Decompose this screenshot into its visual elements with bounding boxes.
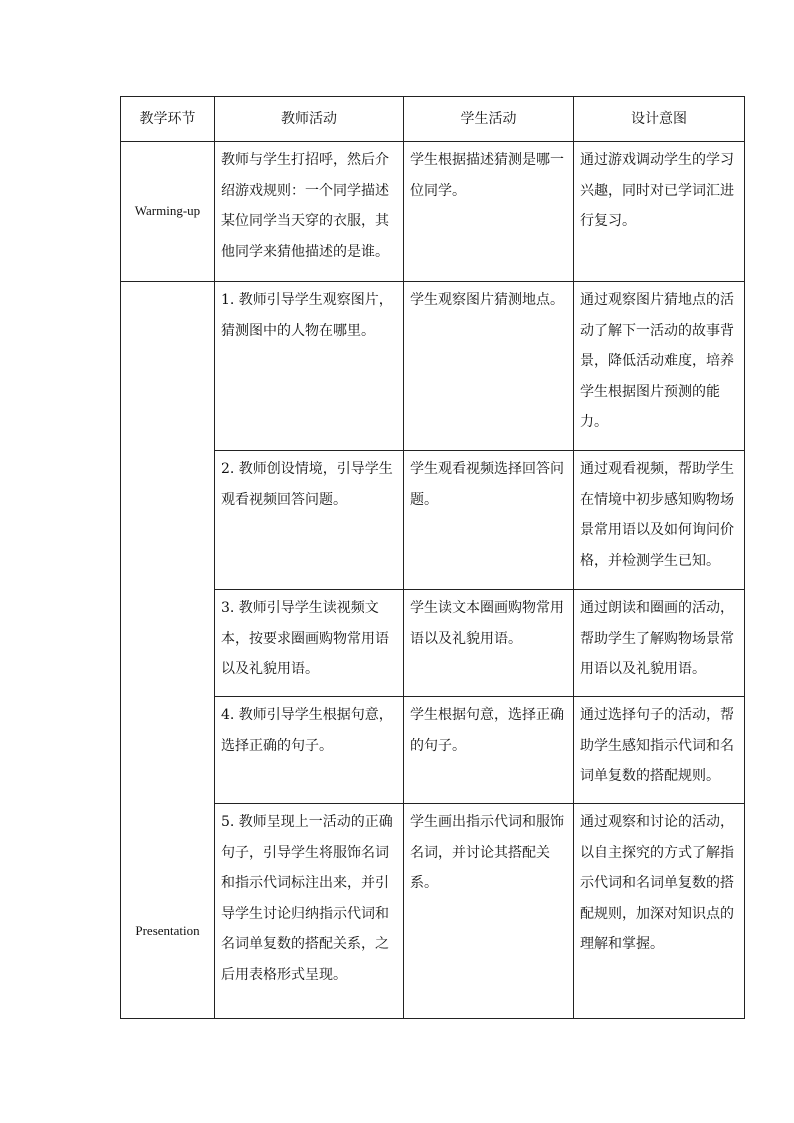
design-intent-cell: 通过选择句子的活动，帮助学生感知指示代词和名词单复数的搭配规则。 [574, 697, 745, 804]
student-activity-cell: 学生观看视频选择回答问题。 [404, 451, 574, 590]
table-row [121, 282, 745, 451]
table-row [121, 142, 745, 282]
table-row [121, 804, 745, 1019]
header-teacher-activity: 教师活动 [215, 97, 404, 142]
stage-cell: Presentation [121, 282, 215, 1019]
design-intent-cell: 通过观看视频，帮助学生在情境中初步感知购物场景常用语以及如何询问价格，并检测学生已知。 [574, 451, 745, 590]
design-intent-cell: 通过游戏调动学生的学习兴趣，同时对已学词汇进行复习。 [574, 142, 745, 282]
header-student-activity: 学生活动 [404, 97, 574, 142]
student-activity-cell: 学生画出指示代词和服饰名词，并讨论其搭配关系。 [404, 804, 574, 1019]
design-intent-cell: 通过朗读和圈画的活动，帮助学生了解购物场景常用语以及礼貌用语。 [574, 590, 745, 697]
table-row [121, 590, 745, 697]
header-row [121, 97, 745, 142]
teacher-activity-cell: 3. 教师引导学生读视频文本，按要求圈画购物常用语以及礼貌用语。 [215, 590, 404, 697]
student-activity-cell: 学生根据句意，选择正确的句子。 [404, 697, 574, 804]
teacher-activity-cell: 教师与学生打招呼，然后介绍游戏规则：一个同学描述某位同学当天穿的衣服，其他同学来猜他描述的是谁。 [215, 142, 404, 282]
teacher-activity-cell: 5. 教师呈现上一活动的正确句子，引导学生将服饰名词和指示代词标注出来，并引导学生讨论归纳指示代词和名词单复数的搭配关系，之后用表格形式呈现。 [215, 804, 404, 1019]
teacher-activity-cell: 2. 教师创设情境，引导学生观看视频回答问题。 [215, 451, 404, 590]
lesson-plan-table [120, 96, 745, 1019]
table-row [121, 697, 745, 804]
stage-cell: Warming-up [121, 142, 215, 282]
student-activity-cell: 学生读文本圈画购物常用语以及礼貌用语。 [404, 590, 574, 697]
student-activity-cell: 学生观察图片猜测地点。 [404, 282, 574, 451]
student-activity-cell: 学生根据描述猜测是哪一位同学。 [404, 142, 574, 282]
design-intent-cell: 通过观察和讨论的活动，以自主探究的方式了解指示代词和名词单复数的搭配规则，加深对知识点的理解和掌握。 [574, 804, 745, 1019]
header-design-intent: 设计意图 [574, 97, 745, 142]
design-intent-cell: 通过观察图片猜地点的活动了解下一活动的故事背景，降低活动难度，培养学生根据图片预测的能力。 [574, 282, 745, 451]
teacher-activity-cell: 4. 教师引导学生根据句意，选择正确的句子。 [215, 697, 404, 804]
header-stage: 教学环节 [121, 97, 215, 142]
table-row [121, 451, 745, 590]
teacher-activity-cell: 1. 教师引导学生观察图片，猜测图中的人物在哪里。 [215, 282, 404, 451]
